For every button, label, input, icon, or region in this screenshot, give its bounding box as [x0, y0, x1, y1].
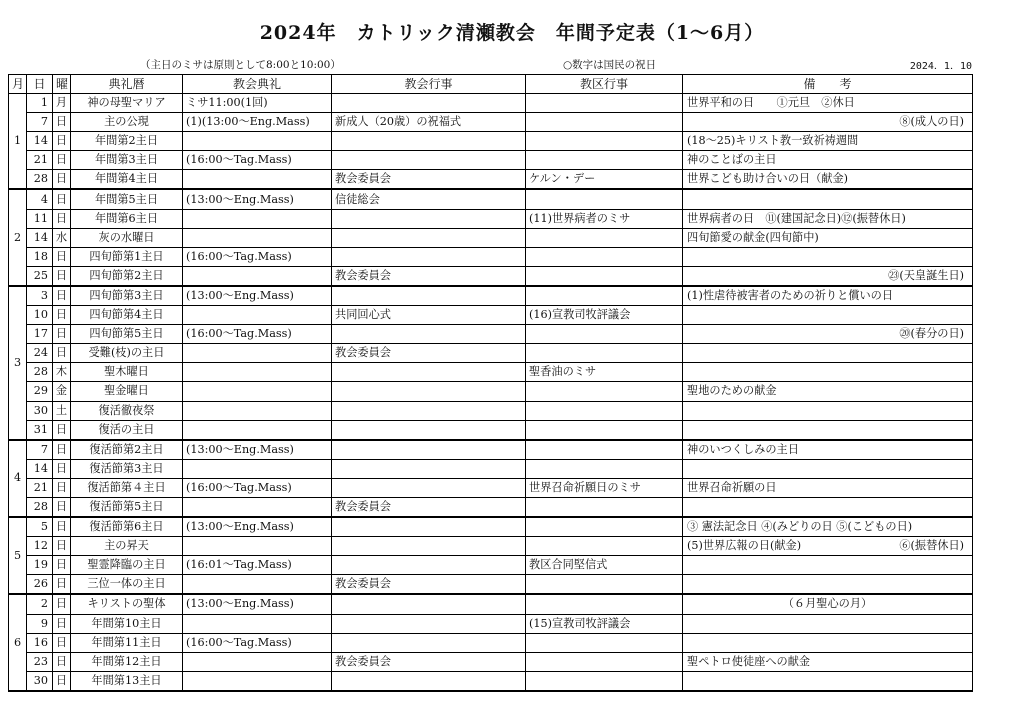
note-text: 神のことばの主日 — [687, 153, 777, 167]
notes-cell — [683, 537, 973, 556]
church-event-cell — [332, 633, 526, 652]
liturgy-cell: 年間第11主日 — [71, 633, 183, 652]
mass-cell: (13:00〜Eng.Mass) — [183, 517, 332, 537]
diocese-event-cell — [526, 151, 683, 170]
weekday-cell: 金 — [53, 382, 71, 401]
notes-cell — [683, 556, 973, 575]
church-event-cell — [332, 132, 526, 151]
note-text: 世界病者の日 ⑪(建国記念日)⑫(振替休日) — [687, 211, 906, 225]
liturgy-cell: 聖金曜日 — [71, 382, 183, 401]
diocese-event-cell — [526, 420, 683, 440]
notes-cell — [683, 382, 973, 401]
mass-cell: (13:00〜Eng.Mass) — [183, 286, 332, 306]
table-row — [9, 614, 973, 633]
liturgy-cell: 年間第5主日 — [71, 189, 183, 209]
liturgy-cell: 年間第12主日 — [71, 652, 183, 671]
liturgy-cell: キリストの聖体 — [71, 594, 183, 614]
note-text: 世界平和の日 ①元旦 ②休日 — [687, 96, 855, 109]
diocese-event-cell — [526, 459, 683, 478]
mass-cell — [183, 652, 332, 671]
mass-cell: (13:00〜Eng.Mass) — [183, 440, 332, 460]
church-event-cell — [332, 228, 526, 247]
mass-cell — [183, 420, 332, 440]
church-event-cell: 教会委員会 — [332, 170, 526, 190]
weekday-cell: 日 — [53, 575, 71, 595]
table-row — [9, 556, 973, 575]
weekday-cell: 日 — [53, 614, 71, 633]
weekday-cell: 日 — [53, 594, 71, 614]
liturgy-cell: 四旬節第2主日 — [71, 266, 183, 286]
mass-cell: (16:01〜Tag.Mass) — [183, 556, 332, 575]
church-event-cell: 教会委員会 — [332, 344, 526, 363]
liturgy-cell: 神の母聖マリア — [71, 94, 183, 113]
mass-cell — [183, 132, 332, 151]
diocese-event-cell — [526, 344, 683, 363]
schedule-body — [9, 94, 973, 691]
table-row — [9, 382, 973, 401]
mass-cell — [183, 228, 332, 247]
mass-cell — [183, 497, 332, 517]
note-text: 聖地のための献金 — [687, 384, 777, 398]
church-event-cell — [332, 517, 526, 537]
mass-cell: (16:00〜Tag.Mass) — [183, 478, 332, 497]
notes-cell — [683, 189, 973, 209]
notes-cell — [683, 594, 973, 614]
mass-time-note: （主日のミサは原則として8:00と10:00） — [140, 59, 341, 71]
table-row — [9, 401, 973, 420]
note-text: ⑳(春分の日) — [899, 327, 964, 341]
schedule-table — [8, 74, 973, 692]
table-row — [9, 228, 973, 247]
church-event-cell — [332, 614, 526, 633]
weekday-cell: 日 — [53, 113, 71, 132]
liturgy-cell: 年間第13主日 — [71, 671, 183, 691]
diocese-event-cell — [526, 652, 683, 671]
notes-cell — [683, 306, 973, 325]
mass-cell — [183, 170, 332, 190]
note-text: ⑥(振替休日) — [899, 539, 964, 553]
weekday-cell: 日 — [53, 247, 71, 266]
day-cell: 19 — [27, 556, 53, 575]
notes-cell — [683, 652, 973, 671]
diocese-event-cell — [526, 266, 683, 286]
month-label: 1 — [9, 94, 27, 190]
church-event-cell: 教会委員会 — [332, 652, 526, 671]
note-text: 世界こども助け合いの日（献金) — [687, 172, 848, 186]
day-cell: 18 — [27, 247, 53, 266]
header-mass: 教会典礼 — [183, 75, 332, 94]
diocese-event-cell — [526, 517, 683, 537]
notes-cell — [683, 459, 973, 478]
liturgy-cell: 復活の主日 — [71, 420, 183, 440]
table-row — [9, 209, 973, 228]
table-row — [9, 247, 973, 266]
day-cell: 10 — [27, 306, 53, 325]
weekday-cell: 日 — [53, 286, 71, 306]
month-label: 6 — [9, 594, 27, 690]
church-event-cell — [332, 382, 526, 401]
mass-cell: (16:00〜Tag.Mass) — [183, 247, 332, 266]
mass-cell: (16:00〜Tag.Mass) — [183, 633, 332, 652]
liturgy-cell: 主の公現 — [71, 113, 183, 132]
day-cell: 26 — [27, 575, 53, 595]
table-row — [9, 113, 973, 132]
holiday-legend-note: ○数字は国民の祝日 — [563, 59, 657, 71]
mass-cell: (13:00〜Eng.Mass) — [183, 189, 332, 209]
diocese-event-cell — [526, 113, 683, 132]
table-row — [9, 575, 973, 595]
liturgy-cell: 復活節第3主日 — [71, 459, 183, 478]
weekday-cell: 日 — [53, 652, 71, 671]
diocese-event-cell — [526, 440, 683, 460]
diocese-event-cell — [526, 286, 683, 306]
church-event-cell: 共同回心式 — [332, 306, 526, 325]
document-title: 2024年 カトリック清瀬教会 年間予定表（1〜6月） — [259, 22, 765, 44]
day-cell: 5 — [27, 517, 53, 537]
day-cell: 14 — [27, 132, 53, 151]
table-row — [9, 94, 973, 113]
liturgy-cell: 四旬節第5主日 — [71, 325, 183, 344]
liturgy-cell: 復活節第5主日 — [71, 497, 183, 517]
month-label: 4 — [9, 440, 27, 517]
weekday-cell: 日 — [53, 497, 71, 517]
weekday-cell: 日 — [53, 633, 71, 652]
church-event-cell: 信徒総会 — [332, 189, 526, 209]
day-cell: 28 — [27, 363, 53, 382]
day-cell: 7 — [27, 113, 53, 132]
church-event-cell — [332, 94, 526, 113]
liturgy-cell: 灰の水曜日 — [71, 228, 183, 247]
day-cell: 21 — [27, 151, 53, 170]
church-event-cell: 新成人（20歳）の祝福式 — [332, 113, 526, 132]
mass-cell — [183, 614, 332, 633]
liturgy-cell: 聖霊降臨の主日 — [71, 556, 183, 575]
diocese-event-cell — [526, 132, 683, 151]
note-text: ③ 憲法記念日 ④(みどりの日 ⑤(こどもの日) — [687, 520, 913, 534]
notes-cell — [683, 286, 973, 306]
day-cell: 3 — [27, 286, 53, 306]
diocese-event-cell — [526, 382, 683, 401]
diocese-event-cell — [526, 228, 683, 247]
liturgy-cell: 四旬節第4主日 — [71, 306, 183, 325]
note-text: ⑧(成人の日) — [899, 115, 964, 129]
diocese-event-cell: 教区合同堅信式 — [526, 556, 683, 575]
notes-cell — [683, 440, 973, 460]
day-cell: 11 — [27, 209, 53, 228]
notes-cell — [683, 113, 973, 132]
mass-cell: (1)(13:00〜Eng.Mass) — [183, 113, 332, 132]
table-row — [9, 286, 973, 306]
notes-cell — [683, 170, 973, 190]
table-row — [9, 306, 973, 325]
table-row — [9, 151, 973, 170]
table-row — [9, 497, 973, 517]
notes-cell — [683, 671, 973, 691]
table-row — [9, 170, 973, 190]
notes-cell — [683, 247, 973, 266]
day-cell: 16 — [27, 633, 53, 652]
liturgy-cell: 年間第6主日 — [71, 209, 183, 228]
liturgy-cell: 聖木曜日 — [71, 363, 183, 382]
notes-cell — [683, 363, 973, 382]
liturgy-cell: 年間第2主日 — [71, 132, 183, 151]
church-event-cell — [332, 420, 526, 440]
day-cell: 30 — [27, 401, 53, 420]
table-row — [9, 189, 973, 209]
weekday-cell: 日 — [53, 517, 71, 537]
mass-cell — [183, 382, 332, 401]
note-text: 神のいつくしみの主日 — [687, 442, 799, 456]
mass-cell — [183, 459, 332, 478]
day-cell: 9 — [27, 614, 53, 633]
diocese-event-cell: ケルン・デー — [526, 170, 683, 190]
issue-date: 2024．1．10 — [909, 61, 972, 72]
day-cell: 23 — [27, 652, 53, 671]
mass-cell — [183, 575, 332, 595]
liturgy-cell: 三位一体の主日 — [71, 575, 183, 595]
church-event-cell — [332, 363, 526, 382]
weekday-cell: 日 — [53, 459, 71, 478]
notes-cell — [683, 266, 973, 286]
notes-cell — [683, 94, 973, 113]
day-cell: 1 — [27, 94, 53, 113]
diocese-event-cell — [526, 594, 683, 614]
note-text: (5)世界広報の日(献金) — [687, 539, 802, 553]
notes-cell — [683, 344, 973, 363]
table-row — [9, 440, 973, 460]
mass-cell — [183, 363, 332, 382]
church-event-cell — [332, 537, 526, 556]
church-event-cell — [332, 401, 526, 420]
diocese-event-cell: (16)宣教司牧評議会 — [526, 306, 683, 325]
weekday-cell: 日 — [53, 556, 71, 575]
day-cell: 25 — [27, 266, 53, 286]
table-row — [9, 652, 973, 671]
notes-cell — [683, 420, 973, 440]
day-cell: 31 — [27, 420, 53, 440]
mass-cell — [183, 671, 332, 691]
church-event-cell — [332, 671, 526, 691]
church-event-cell: 教会委員会 — [332, 266, 526, 286]
note-text: ㉓(天皇誕生日) — [888, 268, 964, 282]
liturgy-cell: 受難(枝)の主日 — [71, 344, 183, 363]
table-row — [9, 266, 973, 286]
mass-cell: (16:00〜Tag.Mass) — [183, 151, 332, 170]
diocese-event-cell — [526, 189, 683, 209]
day-cell: 21 — [27, 478, 53, 497]
day-cell: 4 — [27, 189, 53, 209]
table-row — [9, 459, 973, 478]
month-label: 2 — [9, 189, 27, 285]
notes-cell — [683, 228, 973, 247]
church-event-cell — [332, 209, 526, 228]
mass-cell — [183, 401, 332, 420]
table-row — [9, 633, 973, 652]
note-text: (18〜25)キリスト教一致祈祷週間 — [687, 134, 859, 148]
weekday-cell: 日 — [53, 420, 71, 440]
day-cell: 7 — [27, 440, 53, 460]
liturgy-cell: 年間第10主日 — [71, 614, 183, 633]
diocese-event-cell — [526, 497, 683, 517]
diocese-event-cell: (15)宣教司牧評議会 — [526, 614, 683, 633]
table-row — [9, 478, 973, 497]
diocese-event-cell — [526, 247, 683, 266]
diocese-event-cell: 聖香油のミサ — [526, 363, 683, 382]
day-cell: 12 — [27, 537, 53, 556]
table-row — [9, 537, 973, 556]
diocese-event-cell — [526, 633, 683, 652]
mass-cell — [183, 537, 332, 556]
weekday-cell: 日 — [53, 478, 71, 497]
liturgy-cell: 復活節第6主日 — [71, 517, 183, 537]
month-label: 5 — [9, 517, 27, 594]
weekday-cell: 日 — [53, 306, 71, 325]
church-event-cell — [332, 247, 526, 266]
day-cell: 14 — [27, 459, 53, 478]
day-cell: 28 — [27, 497, 53, 517]
notes-cell — [683, 325, 973, 344]
notes-cell — [683, 517, 973, 537]
mass-cell: ミサ11:00(1回) — [183, 94, 332, 113]
weekday-cell: 日 — [53, 325, 71, 344]
notes-cell — [683, 132, 973, 151]
mass-cell — [183, 266, 332, 286]
note-text: 世界召命祈願の日 — [687, 480, 777, 494]
diocese-event-cell: (11)世界病者のミサ — [526, 209, 683, 228]
mass-cell — [183, 306, 332, 325]
liturgy-cell: 四旬節第3主日 — [71, 286, 183, 306]
day-cell: 14 — [27, 228, 53, 247]
day-cell: 30 — [27, 671, 53, 691]
church-event-cell — [332, 556, 526, 575]
notes-cell — [683, 401, 973, 420]
church-event-cell — [332, 151, 526, 170]
weekday-cell: 水 — [53, 228, 71, 247]
note-text: （６月聖心の月） — [782, 597, 873, 611]
header-day: 日 — [27, 75, 53, 94]
note-text: 聖ペトロ使徒座への献金 — [687, 654, 811, 668]
church-event-cell: 教会委員会 — [332, 575, 526, 595]
weekday-cell: 日 — [53, 170, 71, 190]
header-diocese-events: 教区行事 — [526, 75, 683, 94]
diocese-event-cell — [526, 401, 683, 420]
day-cell: 17 — [27, 325, 53, 344]
table-header-row — [9, 75, 973, 94]
liturgy-cell: 復活節第４主日 — [71, 478, 183, 497]
weekday-cell: 月 — [53, 94, 71, 113]
header-weekday: 曜 — [53, 75, 71, 94]
table-row — [9, 363, 973, 382]
notes-cell — [683, 497, 973, 517]
church-event-cell — [332, 325, 526, 344]
mass-cell — [183, 209, 332, 228]
table-row — [9, 517, 973, 537]
weekday-cell: 日 — [53, 209, 71, 228]
mass-cell: (13:00〜Eng.Mass) — [183, 594, 332, 614]
table-row — [9, 671, 973, 691]
liturgy-cell: 復活徹夜祭 — [71, 401, 183, 420]
diocese-event-cell — [526, 537, 683, 556]
note-text: (1)性虐待被害者のための祈りと償いの日 — [687, 288, 894, 302]
mass-cell — [183, 344, 332, 363]
header-notes: 備 考 — [683, 75, 973, 94]
diocese-event-cell — [526, 325, 683, 344]
weekday-cell: 土 — [53, 401, 71, 420]
note-text: 四旬節愛の献金(四旬節中) — [687, 230, 819, 244]
liturgy-cell: 四旬節第1主日 — [71, 247, 183, 266]
weekday-cell: 日 — [53, 671, 71, 691]
weekday-cell: 日 — [53, 151, 71, 170]
liturgy-cell: 年間第3主日 — [71, 151, 183, 170]
weekday-cell: 日 — [53, 537, 71, 556]
notes-cell — [683, 614, 973, 633]
weekday-cell: 日 — [53, 189, 71, 209]
diocese-event-cell — [526, 94, 683, 113]
diocese-event-cell — [526, 671, 683, 691]
diocese-event-cell: 世界召命祈願日のミサ — [526, 478, 683, 497]
notes-cell — [683, 151, 973, 170]
liturgy-cell: 復活節第2主日 — [71, 440, 183, 460]
header-liturgy: 典礼暦 — [71, 75, 183, 94]
header-month: 月 — [9, 75, 27, 94]
table-row — [9, 325, 973, 344]
church-event-cell — [332, 594, 526, 614]
notes-cell — [683, 633, 973, 652]
day-cell: 28 — [27, 170, 53, 190]
liturgy-cell: 年間第4主日 — [71, 170, 183, 190]
table-row — [9, 132, 973, 151]
weekday-cell: 日 — [53, 440, 71, 460]
day-cell: 29 — [27, 382, 53, 401]
day-cell: 24 — [27, 344, 53, 363]
weekday-cell: 日 — [53, 132, 71, 151]
weekday-cell: 木 — [53, 363, 71, 382]
mass-cell: (16:00〜Tag.Mass) — [183, 325, 332, 344]
weekday-cell: 日 — [53, 266, 71, 286]
notes-cell — [683, 575, 973, 595]
day-cell: 2 — [27, 594, 53, 614]
church-event-cell — [332, 459, 526, 478]
church-event-cell — [332, 440, 526, 460]
table-row — [9, 594, 973, 614]
weekday-cell: 日 — [53, 344, 71, 363]
church-event-cell — [332, 478, 526, 497]
month-label: 3 — [9, 286, 27, 440]
notes-cell — [683, 478, 973, 497]
liturgy-cell: 主の昇天 — [71, 537, 183, 556]
diocese-event-cell — [526, 575, 683, 595]
header-church-events: 教会行事 — [332, 75, 526, 94]
notes-cell — [683, 209, 973, 228]
church-event-cell: 教会委員会 — [332, 497, 526, 517]
church-event-cell — [332, 286, 526, 306]
table-row — [9, 420, 973, 440]
table-row — [9, 344, 973, 363]
